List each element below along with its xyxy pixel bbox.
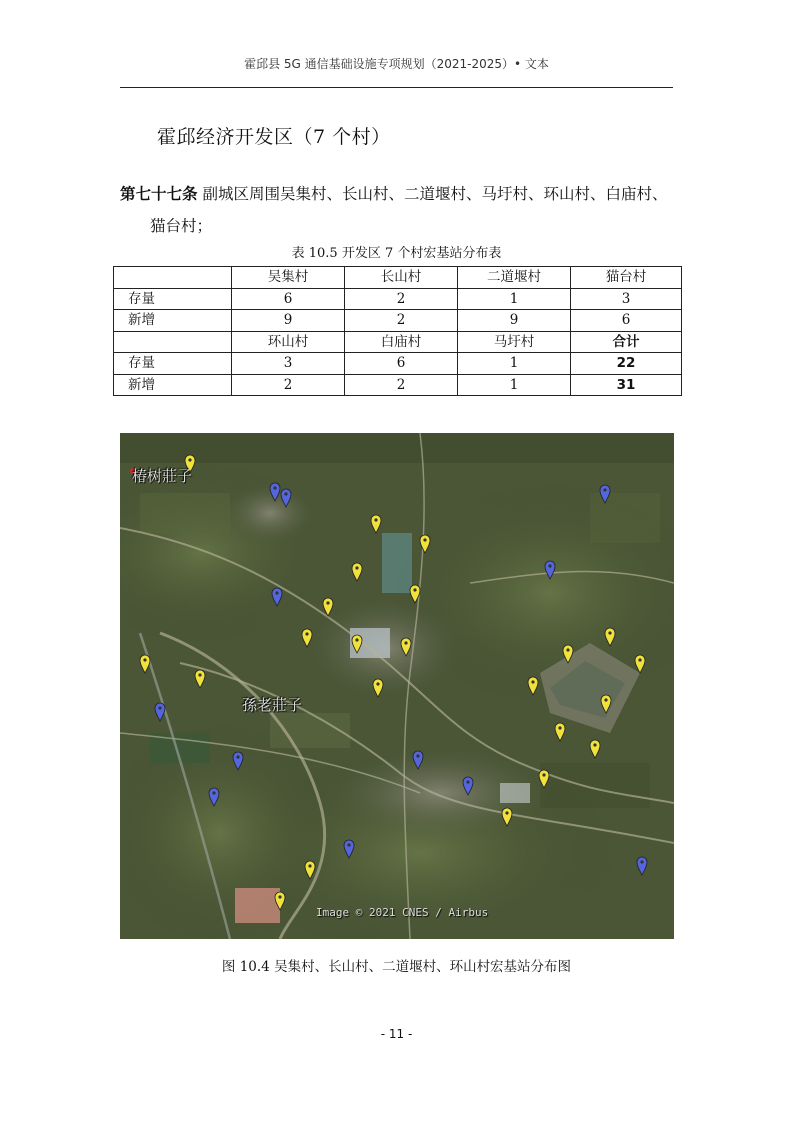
new-station-marker-dot <box>188 458 191 461</box>
existing-station-marker-dot <box>284 492 287 495</box>
table-cell-total: 22 <box>571 353 682 375</box>
new-station-marker-dot <box>608 631 611 634</box>
table-header-cell: 环山村 <box>232 331 345 353</box>
new-station-marker-dot <box>376 682 379 685</box>
table-header-cell: 吴集村 <box>232 267 345 289</box>
new-station-marker-dot <box>604 698 607 701</box>
article-text-line2: 猫台村； <box>150 217 213 235</box>
row-label: 存量 <box>114 353 232 375</box>
new-station-marker-dot <box>198 673 201 676</box>
new-station-marker-dot <box>355 566 358 569</box>
new-station-marker-dot <box>593 743 596 746</box>
new-station-marker-dot <box>558 726 561 729</box>
section-title: 霍邱经济开发区（7 个村） <box>157 126 391 148</box>
new-station-marker-dot <box>404 641 407 644</box>
table-cell: 6 <box>571 310 682 332</box>
row-label: 存量 <box>114 288 232 310</box>
table-corner-cell <box>114 331 232 353</box>
table-cell: 1 <box>458 353 571 375</box>
new-station-marker-dot <box>143 658 146 661</box>
header-divider <box>120 87 673 88</box>
table-cell: 6 <box>345 353 458 375</box>
map-place-label: 椿树莊子 <box>132 467 193 485</box>
map-credit: Image © 2021 CNES / Airbus <box>316 906 489 919</box>
new-station-marker-dot <box>305 632 308 635</box>
new-station-marker-dot <box>355 638 358 641</box>
table-header-cell: 马圩村 <box>458 331 571 353</box>
existing-station-marker-dot <box>236 755 239 758</box>
table-cell: 2 <box>345 310 458 332</box>
new-station-marker-dot <box>423 538 426 541</box>
table-cell: 1 <box>458 374 571 396</box>
new-station-marker-dot <box>278 895 281 898</box>
new-station-marker-dot <box>531 680 534 683</box>
article-number: 第七十七条 <box>120 185 198 203</box>
new-station-marker-dot <box>505 811 508 814</box>
table-header-cell: 猫台村 <box>571 267 682 289</box>
new-station-marker-dot <box>308 864 311 867</box>
table-cell: 9 <box>232 310 345 332</box>
table-cell: 1 <box>458 288 571 310</box>
new-station-marker-dot <box>413 588 416 591</box>
existing-station-marker-dot <box>158 706 161 709</box>
table-header-cell: 二道堰村 <box>458 267 571 289</box>
map-place-label: 孫老莊子 <box>242 696 303 714</box>
table-cell: 2 <box>345 374 458 396</box>
table-cell: 2 <box>232 374 345 396</box>
existing-station-marker-dot <box>416 754 419 757</box>
existing-station-marker-dot <box>640 860 643 863</box>
table-cell-total: 31 <box>571 374 682 396</box>
existing-station-marker-dot <box>548 564 551 567</box>
new-station-marker-dot <box>326 601 329 604</box>
article-text-line1: 副城区周围吴集村、长山村、二道堰村、马圩村、环山村、白庙村、 <box>202 185 668 203</box>
existing-station-marker-dot <box>347 843 350 846</box>
table-header-cell: 白庙村 <box>345 331 458 353</box>
page-header: 霍邱县 5G 通信基础设施专项规划（2021-2025）• 文本 <box>244 57 549 71</box>
table-header-row-2 <box>114 331 682 353</box>
new-station-marker-dot <box>374 518 377 521</box>
article-paragraph <box>120 178 676 242</box>
table-header-cell-total: 合计 <box>571 331 682 353</box>
new-station-marker-dot <box>638 658 641 661</box>
quarry-pond <box>382 533 412 593</box>
existing-station-marker-dot <box>273 486 276 489</box>
existing-station-marker-dot <box>466 780 469 783</box>
table-row <box>114 288 682 310</box>
map-canvas <box>120 433 674 939</box>
existing-station-marker-dot <box>212 791 215 794</box>
table-row <box>114 310 682 332</box>
figure-caption: 图 10.4 吴集村、长山村、二道堰村、环山村宏基站分布图 <box>221 959 572 975</box>
table-cell: 6 <box>232 288 345 310</box>
table-corner-cell <box>114 267 232 289</box>
row-label: 新增 <box>114 310 232 332</box>
table-cell: 9 <box>458 310 571 332</box>
table-cell: 2 <box>345 288 458 310</box>
row-label: 新增 <box>114 374 232 396</box>
table-cell: 3 <box>232 353 345 375</box>
table-cell: 3 <box>571 288 682 310</box>
existing-station-marker-dot <box>603 488 606 491</box>
existing-station-marker-dot <box>275 591 278 594</box>
table-row <box>114 374 682 396</box>
new-station-marker-dot <box>566 648 569 651</box>
table-header-row-1 <box>114 267 682 289</box>
satellite-map <box>120 433 674 939</box>
red-roof-site <box>235 888 280 923</box>
new-station-marker-dot <box>542 773 545 776</box>
table-header-cell: 长山村 <box>345 267 458 289</box>
table-caption: 表 10.5 开发区 7 个村宏基站分布表 <box>291 246 502 261</box>
table-row <box>114 353 682 375</box>
base-station-table <box>113 266 682 396</box>
page-number: - 11 - <box>380 1027 413 1041</box>
